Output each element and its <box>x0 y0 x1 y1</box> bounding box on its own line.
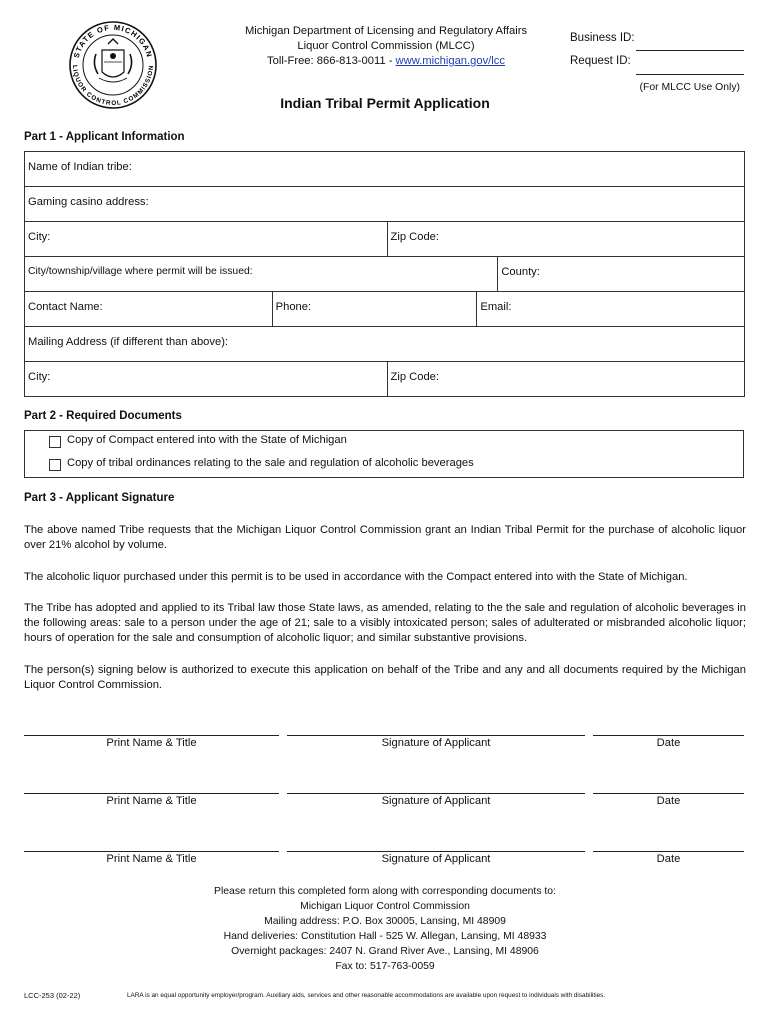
mlcc-use-note: (For MLCC Use Only) <box>639 82 740 93</box>
doc-ordinances-row <box>49 454 739 478</box>
doc-ordinances-label: Copy of tribal ordinances relating to the sale and regulation of alcoholic beverages <box>67 457 474 469</box>
contact-line <box>206 54 566 69</box>
seal-top-text: STATE OF MICHIGAN <box>71 22 155 59</box>
contact-name-field[interactable]: Contact Name: <box>25 292 273 327</box>
date-label: Date <box>656 737 681 749</box>
date-label: Date <box>656 795 681 807</box>
page-title: Indian Tribal Permit Application <box>280 95 490 111</box>
return-line: Fax to: 517-763-0059 <box>335 961 435 972</box>
request-paragraph: The above named Tribe requests that the Michigan Liquor Control Commission grant an Indian Tribal Permit for the purchase of alcoholic liquor over 21% alcohol by volume. <box>24 524 746 551</box>
tribal-law-paragraph: The Tribe has adopted and applied to its Tribal law those State laws, as amended, relating to the the sale and regulation of alcoholic beverages in the following areas: sale to a person under the age of 21; sale to a visibly intoxicated person; sales of adulterated or misbranded alcoholic liquor; hours of operation for the sale and consumption of alcoholic liquor; and similar substantive provisions. <box>24 602 746 644</box>
tollfree-number: Toll-Free: 866-813-0011 - <box>267 55 396 67</box>
business-id-label: Business ID: <box>570 32 635 44</box>
doc-compact-row <box>49 431 739 455</box>
request-id-label: Request ID: <box>570 55 631 67</box>
print-name-label: Print Name & Title <box>106 737 197 749</box>
print-name-label: Print Name & Title <box>106 853 197 865</box>
signature-label: Signature of Applicant <box>381 795 491 807</box>
date-line[interactable] <box>593 851 744 852</box>
date-line[interactable] <box>593 735 744 736</box>
return-line: Hand deliveries: Constitution Hall - 525 W. Allegan, Lansing, MI 48933 <box>223 931 547 942</box>
email-field[interactable]: Email: <box>477 292 745 327</box>
casino-address-field[interactable]: Gaming casino address: <box>25 187 745 222</box>
signature-line[interactable] <box>287 735 585 736</box>
print-name-label: Print Name & Title <box>106 795 197 807</box>
doc-compact-label: Copy of Compact entered into with the State of Michigan <box>67 434 347 446</box>
commission-name: Liquor Control Commission (MLCC) <box>297 40 475 52</box>
city-field[interactable]: City: <box>25 222 388 257</box>
return-line: Please return this completed form along with corresponding documents to: <box>214 886 556 897</box>
business-id-field[interactable] <box>636 50 744 51</box>
form-id: LCC-253 (02-22) <box>24 991 81 1000</box>
signature-line[interactable] <box>287 793 585 794</box>
doc-compact-checkbox[interactable] <box>49 436 61 448</box>
mailing-zip-field[interactable]: Zip Code: <box>387 362 745 397</box>
print-name-line[interactable] <box>24 851 279 852</box>
part3-heading: Part 3 - Applicant Signature <box>24 492 175 504</box>
eeo-notice: LARA is an equal opportunity employer/program. Auxiliary aids, services and other reasonable accommodations are available upon request to individuals with disabilities. <box>127 992 606 999</box>
agency-name: Michigan Department of Licensing and Regulatory Affairs <box>244 25 528 37</box>
applicant-info-table <box>24 151 745 397</box>
county-field[interactable]: County: <box>498 257 745 292</box>
date-label: Date <box>656 853 681 865</box>
part1-heading: Part 1 - Applicant Information <box>24 131 185 143</box>
signature-label: Signature of Applicant <box>381 853 491 865</box>
mailing-address-field[interactable]: Mailing Address (if different than above): <box>25 327 745 362</box>
signature-line[interactable] <box>287 851 585 852</box>
return-line: Michigan Liquor Control Commission <box>300 901 470 912</box>
return-instructions <box>0 884 770 974</box>
date-line[interactable] <box>593 793 744 794</box>
return-line: Mailing address: P.O. Box 30005, Lansing, MI 48909 <box>264 916 506 927</box>
tribe-name-field[interactable]: Name of Indian tribe: <box>25 152 745 187</box>
compact-paragraph: The alcoholic liquor purchased under this permit is to be used in accordance with the Compact entered into with the State of Michigan. <box>24 571 688 583</box>
print-name-line[interactable] <box>24 735 279 736</box>
zip-code-field[interactable]: Zip Code: <box>387 222 745 257</box>
request-id-field[interactable] <box>636 74 744 75</box>
mailing-city-field[interactable]: City: <box>25 362 388 397</box>
phone-field[interactable]: Phone: <box>272 292 477 327</box>
authorization-paragraph: The person(s) signing below is authorized to execute this application on behalf of the Tribe and any and all documents required by the Michigan Liquor Control Commission. <box>24 664 746 691</box>
permit-location-field[interactable]: City/township/village where permit will be issued: <box>25 257 498 292</box>
website-link[interactable]: www.michigan.gov/lcc <box>395 55 505 67</box>
print-name-line[interactable] <box>24 793 279 794</box>
doc-ordinances-checkbox[interactable] <box>49 459 61 471</box>
return-line: Overnight packages: 2407 N. Grand River Ave., Lansing, MI 48906 <box>231 946 539 957</box>
part2-heading: Part 2 - Required Documents <box>24 410 182 422</box>
seal-bottom-text: LIQUOR CONTROL COMMISSION <box>70 64 156 108</box>
signature-label: Signature of Applicant <box>381 737 491 749</box>
